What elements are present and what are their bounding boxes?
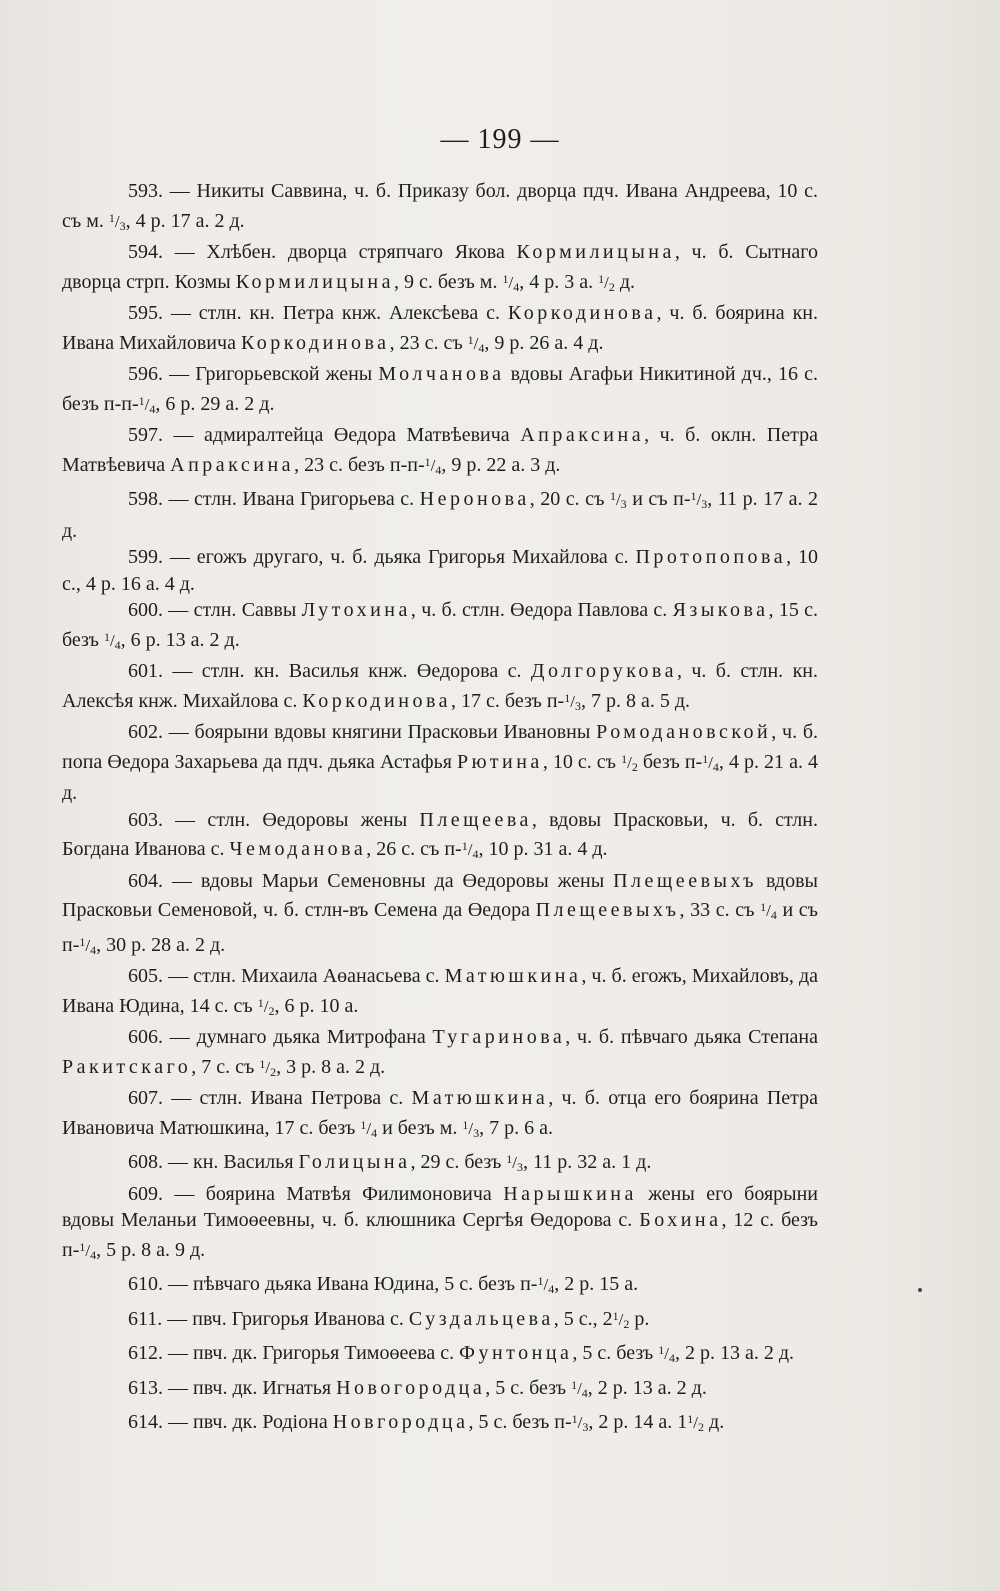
- fraction: $^1/_4$: [360, 1117, 378, 1140]
- surname-spaced: Плещеевыхъ: [535, 899, 680, 921]
- entry-text: , ч. б. Сытнаго дворца стрп. Козмы: [62, 241, 818, 293]
- register-entry: [62, 1372, 818, 1407]
- surname-spaced: Кормилицына: [516, 241, 675, 263]
- register-entry: [62, 1085, 818, 1146]
- fraction: $^1/_4$: [461, 839, 479, 861]
- fraction: $^1/_2$: [259, 1056, 277, 1079]
- entry-text: , 6 р. 13 а. 2 д.: [120, 628, 240, 651]
- entry-text: 610. — пѣвчаго дьяка Ивана Юдина, 5 с. безъ п-: [128, 1273, 538, 1295]
- entry-text: 603. — стлн. Өедоровы жены: [128, 808, 420, 831]
- entry-text: , 2 р. 15 а.: [554, 1273, 639, 1295]
- entry-text: 607. — стлн. Ивана Петрова с.: [128, 1087, 412, 1109]
- entry-text: , 17 с. безъ п-: [451, 689, 565, 712]
- surname-spaced: Ракитскаго: [62, 1055, 192, 1078]
- entry-text: , 26 с. съ п-: [366, 838, 462, 860]
- fraction: $^1/_3$: [108, 210, 126, 233]
- entry-text: , 5 с. безъ: [572, 1342, 659, 1364]
- fraction: $^1/_4$: [467, 332, 485, 355]
- entry-text: 601. — стлн. кн. Василья кнж. Өедорова с.: [128, 660, 531, 682]
- entry-text: 608. — кн. Василья: [128, 1151, 299, 1173]
- register-entry: [62, 868, 818, 964]
- fraction: $^1/_3$: [609, 489, 627, 511]
- surname-spaced: Чемоданова: [229, 838, 367, 860]
- entry-text: , 5 с. безъ п-: [468, 1411, 572, 1433]
- entry-text: , 4 р. 21 а. 4 д.: [62, 750, 818, 804]
- surname-spaced: Апраксина: [170, 453, 295, 476]
- entry-text: р.: [629, 1307, 650, 1330]
- entry-text: 613. — пвч. дк. Игнатья: [128, 1376, 337, 1399]
- entry-text: д.: [704, 1411, 725, 1433]
- entry-text: , 3 р. 8 а. 2 д.: [276, 1055, 386, 1078]
- register-entry: [62, 1303, 818, 1338]
- entry-text: вдовы Агафьи Никитиной дч., 16 с. безъ п-п-: [62, 363, 819, 415]
- fraction: $^1/_4$: [79, 1239, 97, 1262]
- surname-spaced: Нарышкина: [503, 1182, 637, 1205]
- entry-text: 594. — Хлѣбен. дворца стряпчаго Якова: [128, 241, 517, 263]
- fraction: $^1/_2$: [612, 1308, 630, 1331]
- entry-text: 602. — боярыни вдовы княгини Прасковьи Ивановны: [128, 721, 597, 743]
- register-entries: [62, 178, 818, 1441]
- surname-spaced: Фунтонца: [459, 1342, 573, 1364]
- entry-text: 609. — боярина Матвѣя Филимоновича: [128, 1182, 504, 1205]
- register-entry: [62, 1406, 818, 1441]
- entry-text: 614. — пвч. дк. Родіона: [128, 1411, 333, 1433]
- entry-text: д.: [614, 270, 636, 293]
- fraction: $^1/_4$: [138, 393, 156, 416]
- surname-spaced: Неронова: [419, 488, 530, 510]
- register-entry: [62, 1024, 818, 1085]
- entry-text: , ч. б. отца его боярина Петра Ивановича Матюшкина, 17 с. безъ: [62, 1087, 818, 1139]
- surname-spaced: Бохина: [639, 1209, 722, 1231]
- register-entry: [62, 300, 818, 361]
- fraction: $^1/_2$: [598, 271, 615, 294]
- surname-spaced: Апраксина: [520, 424, 645, 446]
- entry-text: , 4 р. 17 а. 2 д.: [125, 209, 245, 232]
- entry-text: , 6 р. 10 а.: [274, 994, 359, 1017]
- fraction: $^1/_2$: [687, 1412, 705, 1434]
- ink-spot: [918, 1288, 922, 1292]
- entry-text: 596. — Григорьевской жены: [128, 363, 379, 385]
- entry-text: , 9 р. 22 а. 3 д.: [441, 453, 561, 476]
- entry-text: 611. — пвч. Григорья Иванова с.: [128, 1307, 409, 1330]
- fraction: $^1/_4$: [103, 629, 121, 652]
- surname-spaced: Языкова: [672, 599, 769, 621]
- surname-spaced: Коркодинова: [507, 302, 657, 324]
- register-entry: [62, 963, 818, 1024]
- entry-text: , 2 р. 14 а. 1: [588, 1411, 688, 1433]
- fraction: $^1/_4$: [571, 1377, 588, 1400]
- entry-text: , 5 с., 2: [553, 1307, 613, 1330]
- entry-text: , 9 с. безъ м.: [394, 270, 503, 293]
- surname-spaced: Рютина: [456, 750, 543, 773]
- entry-text: 599. — егожъ другаго, ч. б. дьяка Григорья Михайлова с.: [128, 546, 636, 568]
- fraction: $^1/_2$: [257, 995, 275, 1018]
- entry-text: вдовы Прасковьи Семеновой, ч. б. стлн-въ Семена да Өедора: [62, 869, 818, 921]
- fraction: $^1/_2$: [621, 751, 638, 774]
- entry-text: 605. — стлн. Михаила Аөанасьева с.: [128, 965, 445, 987]
- entry-text: и съ п-: [626, 488, 691, 510]
- entry-text: 606. — думнаго дьяка Митрофана: [128, 1026, 433, 1048]
- entry-text: 597. — адмиралтейца Өедора Матвѣевича: [128, 424, 521, 446]
- surname-spaced: Плещеева: [419, 808, 532, 831]
- register-entry: [62, 807, 818, 868]
- entry-text: , 11 р. 32 а. 1 д.: [523, 1151, 652, 1173]
- entry-text: 595. — стлн. кн. Петра кнж. Алексѣева с.: [128, 302, 508, 324]
- entry-text: 593. — Никиты Саввина, ч. б. Приказу бол. дворца пдч. Ивана Андреева, 10 с. съ м.: [62, 180, 818, 232]
- surname-spaced: Лутохина: [301, 599, 411, 621]
- entry-text: , 11 р. 17 а. 2 д.: [62, 488, 819, 542]
- entry-text: , 7 р. 6 а.: [479, 1116, 553, 1139]
- fraction: $^1/_4$: [658, 1343, 675, 1365]
- fraction: $^1/_4$: [502, 271, 520, 294]
- fraction: $^1/_3$: [564, 690, 581, 713]
- register-entry: [62, 1337, 818, 1372]
- register-entry: [62, 719, 818, 807]
- entry-text: безъ п-: [637, 750, 703, 773]
- entry-text: , ч. б. оклн. Петра Матвѣевича: [62, 424, 818, 476]
- register-entry: [62, 1146, 818, 1181]
- entry-text: , 4 р. 3 а.: [519, 270, 599, 293]
- entry-text: , 33 с. съ: [679, 899, 761, 921]
- fraction: $^1/_3$: [506, 1152, 524, 1174]
- surname-spaced: Ромодановской: [596, 721, 772, 743]
- fraction: $^1/_4$: [424, 454, 442, 477]
- entry-text: 604. — вдовы Марьи Семеновны да Өедоровы жены: [128, 869, 614, 892]
- fraction: $^1/_3$: [462, 1117, 480, 1140]
- surname-spaced: Молчанова: [378, 363, 505, 385]
- entry-text: , вдовы Прасковьи, ч. б. стлн. Богдана Иванова с.: [62, 808, 818, 860]
- entry-text: , 6 р. 29 а. 2 д.: [155, 392, 275, 415]
- entry-text: 612. — пвч. дк. Григорья Тимоөеева с.: [128, 1342, 460, 1364]
- entry-text: жены его боярыни вдовы Меланьи Тимоөеевны, ч. б. клюшника Сергѣя Өедорова с.: [62, 1182, 818, 1231]
- entry-text: , 9 р. 26 а. 4 д.: [484, 331, 604, 354]
- fraction: $^1/_4$: [537, 1274, 555, 1296]
- fraction: $^1/_4$: [79, 934, 97, 957]
- fraction: $^1/_4$: [760, 900, 777, 922]
- entry-text: , ч. б. попа Өедора Захарьева да пдч. дьяка Астафья: [62, 721, 819, 773]
- entry-text: , 12 с. безъ п-: [62, 1209, 819, 1261]
- entry-text: 600. — стлн. Саввы: [128, 599, 302, 621]
- surname-spaced: Коркодинова: [240, 331, 390, 354]
- entry-text: , 10 р. 31 а. 4 д.: [478, 838, 608, 860]
- entry-text: , 7 с. съ: [191, 1055, 260, 1078]
- register-entry: [62, 422, 818, 483]
- surname-spaced: Новогородца: [336, 1376, 486, 1399]
- surname-spaced: Суздальцева: [408, 1307, 554, 1330]
- register-entry: [62, 658, 818, 719]
- surname-spaced: Новгородца: [332, 1411, 469, 1433]
- surname-spaced: Тугаринова: [432, 1026, 566, 1048]
- surname-spaced: Долгорукова: [530, 660, 677, 682]
- entry-text: , 2 р. 13 а. 2 д.: [587, 1376, 707, 1399]
- entry-text: , 23 с. съ: [389, 331, 468, 354]
- entry-text: , ч. б. пѣвчаго дьяка Степана: [565, 1026, 818, 1048]
- register-entry: [62, 544, 818, 597]
- entry-text: , ч. б. стлн. кн. Алексѣя кнж. Михайлова с.: [62, 660, 818, 712]
- entry-text: , 29 с. безъ: [410, 1151, 507, 1173]
- register-entry: [62, 1181, 818, 1269]
- register-entry: [62, 239, 818, 300]
- entry-text: , 23 с. безъ п-п-: [294, 453, 425, 476]
- entry-text: , 15 с. безъ: [62, 599, 818, 651]
- entry-text: , 20 с. съ: [529, 488, 610, 510]
- entry-text: , 10 с. съ: [542, 750, 622, 773]
- register-entry: [62, 483, 818, 544]
- entry-text: , 2 р. 13 а. 2 д.: [674, 1342, 795, 1364]
- register-entry: [62, 178, 818, 239]
- register-entry: [62, 597, 818, 658]
- surname-spaced: Матюшкина: [444, 965, 582, 987]
- fraction: $^1/_3$: [571, 1412, 589, 1434]
- entry-text: , 5 р. 8 а. 9 д.: [96, 1238, 206, 1261]
- fraction: $^1/_3$: [690, 489, 708, 511]
- surname-spaced: Коркодинова: [302, 689, 452, 712]
- entry-text: , 7 р. 8 а. 5 д.: [580, 689, 691, 712]
- entry-text: и съ п-: [62, 899, 818, 956]
- surname-spaced: Кормилицына: [235, 270, 394, 293]
- surname-spaced: Плещеевыхъ: [613, 869, 758, 892]
- surname-spaced: Протопопова: [635, 546, 787, 568]
- entry-text: , 5 с. безъ: [485, 1376, 572, 1399]
- entry-text: , 10 с., 4 р. 16 а. 4 д.: [62, 546, 818, 595]
- entry-text: , 30 р. 28 а. 2 д.: [96, 933, 226, 956]
- entry-text: , ч. б. боярина кн. Ивана Михайловича: [62, 302, 818, 354]
- entry-text: , ч. б. егожъ, Михайловъ, да Ивана Юдина, 14 с. съ: [62, 965, 819, 1017]
- entry-text: 598. — стлн. Ивана Григорьева с.: [128, 488, 420, 510]
- register-entry: [62, 361, 818, 422]
- surname-spaced: Голицына: [298, 1151, 411, 1173]
- register-entry: [62, 1268, 818, 1303]
- surname-spaced: Матюшкина: [411, 1087, 549, 1109]
- entry-text: и безъ м.: [377, 1116, 463, 1139]
- entry-text: , ч. б. стлн. Өедора Павлова с.: [410, 599, 673, 621]
- fraction: $^1/_4$: [702, 751, 719, 774]
- page-number: — 199 —: [440, 124, 560, 155]
